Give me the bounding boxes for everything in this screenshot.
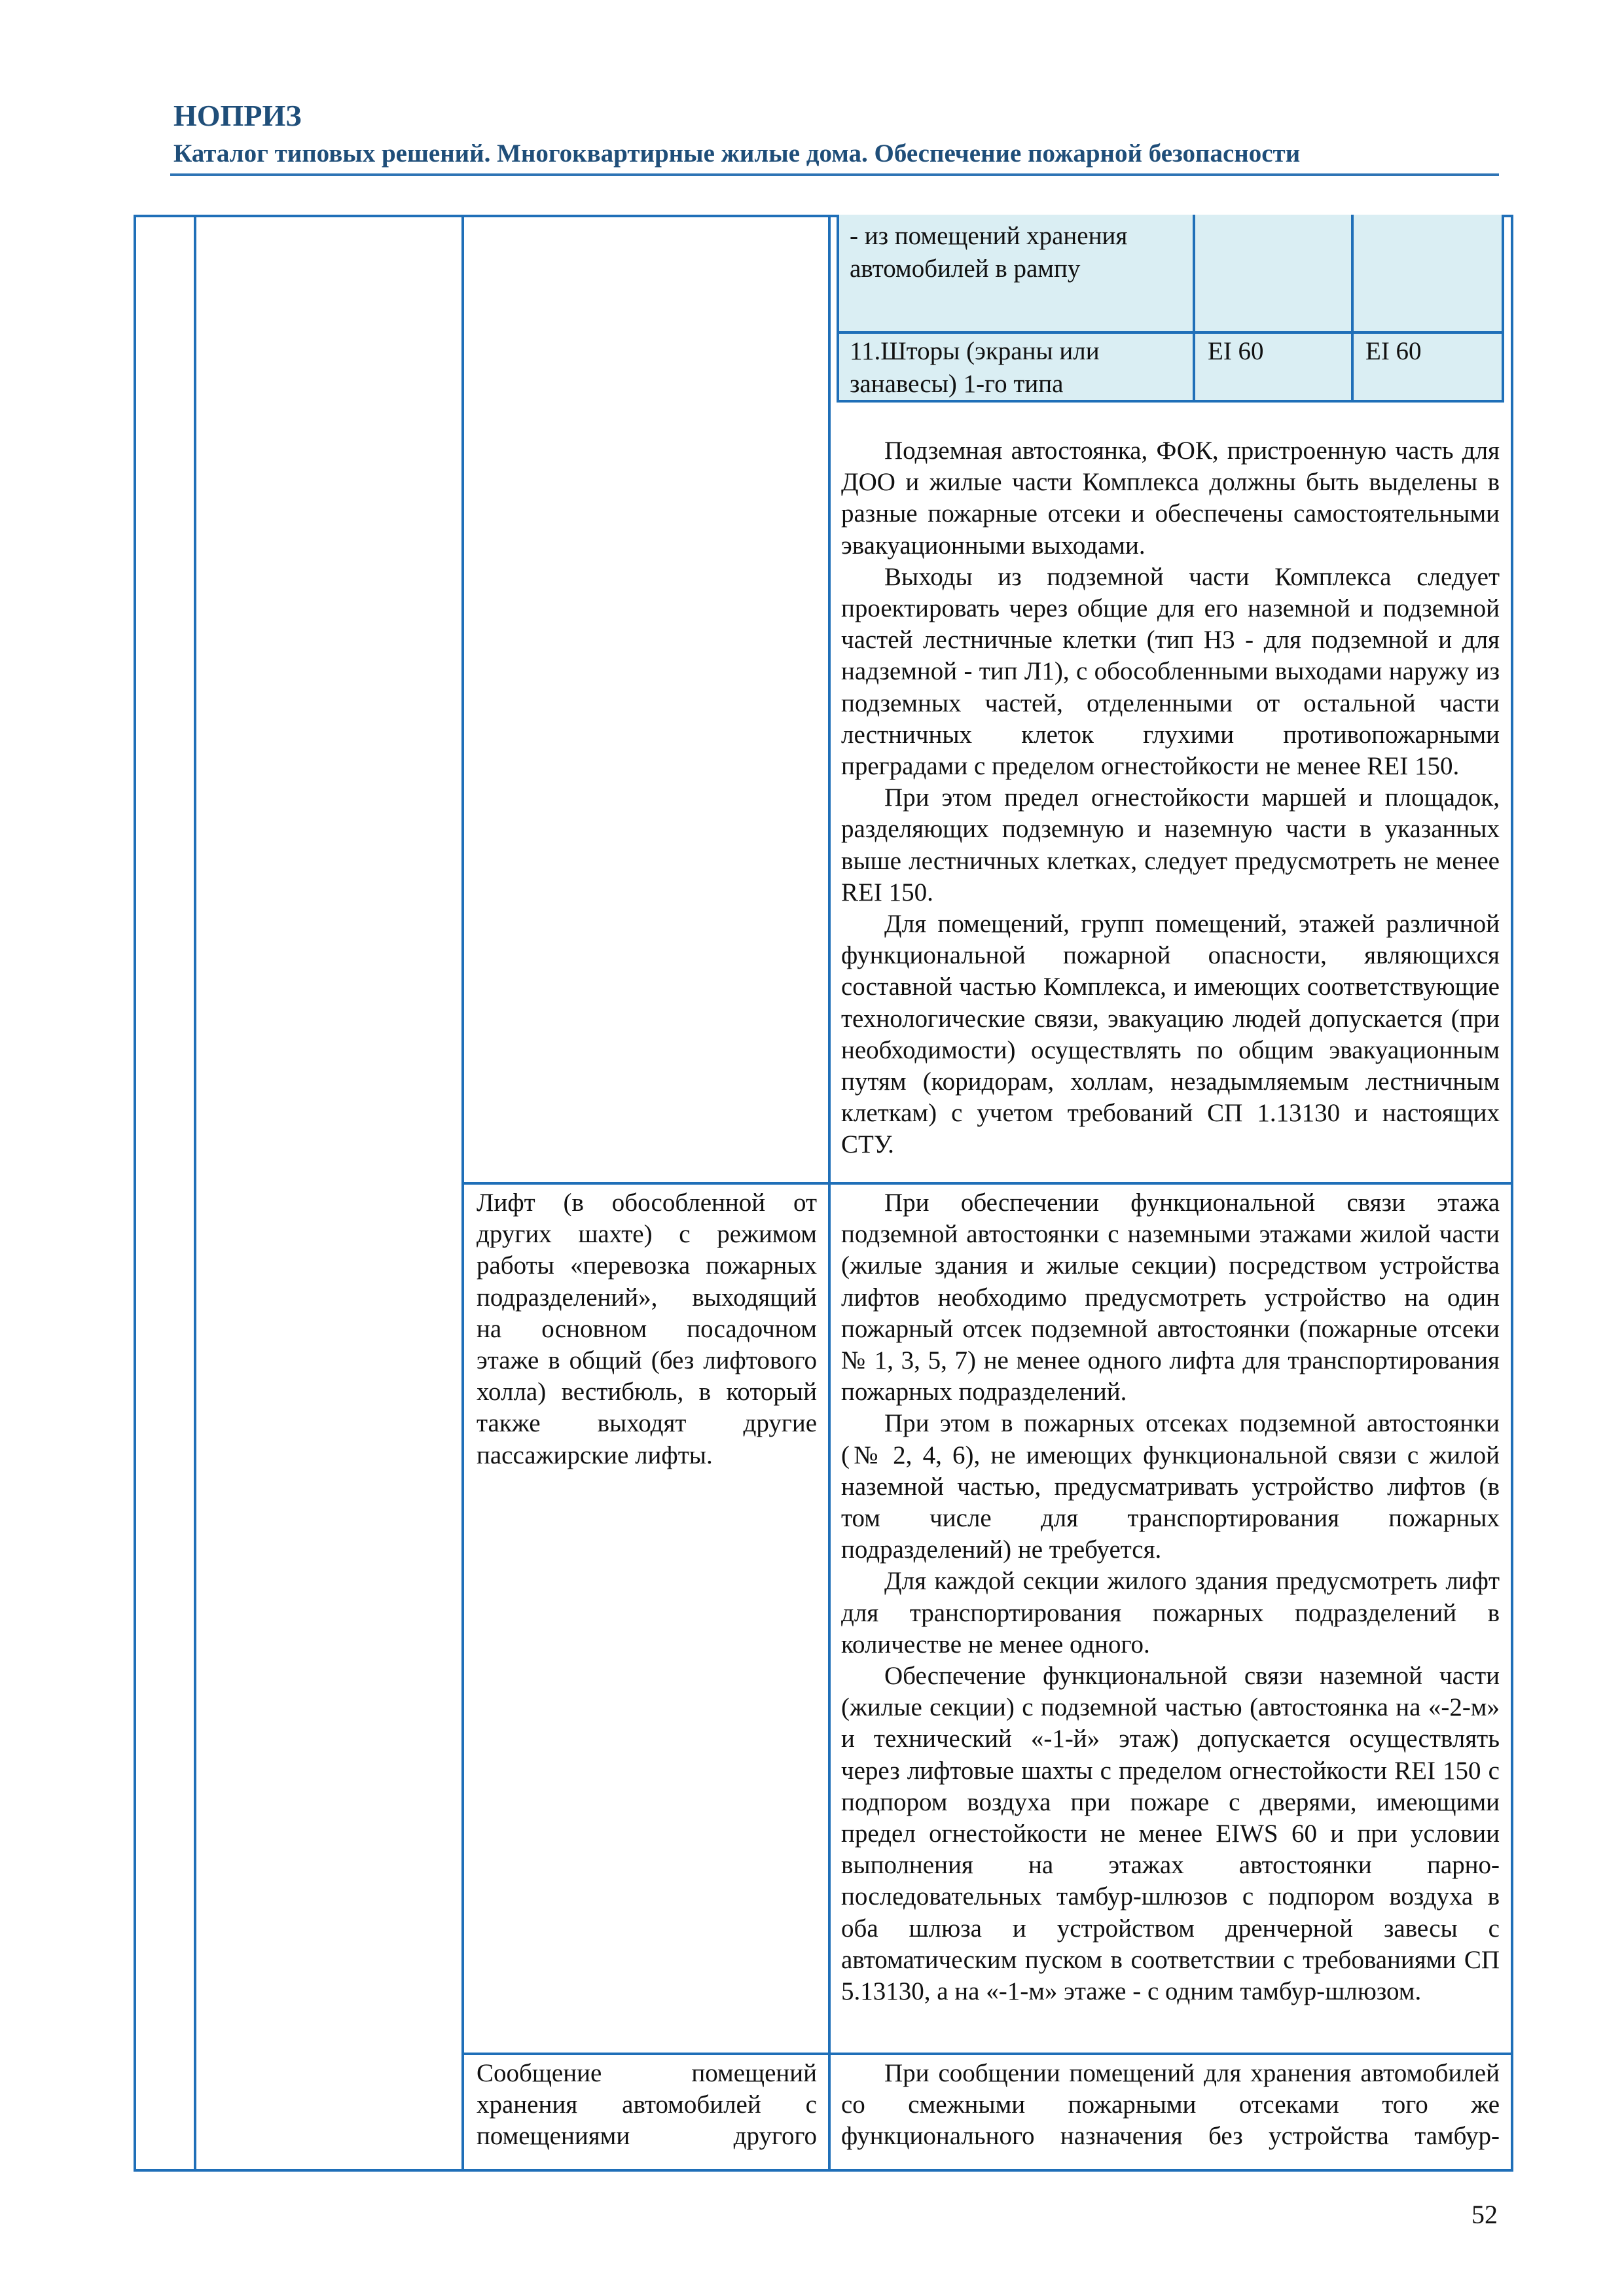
paragraph: При этом в пожарных отсеках подземной автостоянки (№ 2, 4, 6), не имеющих функциональной связи с жилой наземной частью, предусматривать устройство лифтов (в том числе для транспортирования пожарных подразделений) не требуется. [841,1409,1500,1564]
paragraph: При обеспечении функциональной связи этажа подземной автостоянки с наземными этажами жилой части (жилые здания и жилые секции) посредством устройства лифтов необходимо предусмотреть устройство на один пожарный отсек подземной автостоянки (пожарные отсеки № 1, 3, 5, 7) не менее одного лифта для транспортирования пожарных подразделений. [841,1189,1500,1407]
lift-requirement-text: Лифт (в обособленной от других шахте) с режимом работы «перевозка пожарных подразделений», выходящий на основном посадочном этаже в общий (без лифтового холла) вестибюль, в который также выходят другие пассажирские лифты. [477,1189,817,1469]
page-number: 52 [1471,2200,1498,2229]
paragraph: Выходы из подземной части Комплекса следует проектировать через общие для его наземной и подземной частей лестничные клетки (тип Н3 - для подземной и для надземной - тип Л1), с обособленными выходами наружу из подземных частей, отделенными от остальной части лестничных клеток глухими противопожарными преградами с пределом огнестойкости не менее REI 150. [841,562,1500,781]
paragraph: Для каждой секции жилого здания предусмотреть лифт для транспортирования пожарных подразделений в количестве не менее одного. [841,1567,1500,1659]
inner-table-row-1-label: - из помещений хранения автомобилей в рампу [850,222,1128,283]
parking-communication-text: Сообщение помещений хранения автомобилей с помещениями другого [477,2059,817,2151]
inner-table-border-left [837,215,839,403]
section2-left-cell [477,1187,817,1471]
row-divider-1 [461,1182,1513,1185]
paragraph: Подземная автостоянка, ФОК, пристроенную часть для ДОО и жилые части Комплекса должны быть выделены в разные пожарные отсеки и обеспечены самостоятельными эвакуационными выходами. [841,437,1500,560]
header-title: Каталог типовых решений. Многоквартирные жилые дома. Обеспечение пожарной безопасности [173,139,1301,168]
inner-table-row-2-label: 11.Шторы (экраны или занавесы) 1-го типа [850,337,1100,398]
section3-left-cell [477,2058,817,2166]
column-divider-1 [194,215,196,2172]
paragraph: Для помещений, групп помещений, этажей различной функциональной пожарной опасности, являющихся составной частью Комплекса, и имеющих соответствующие технологические связи, эвакуацию людей допускается (при необходимости) осуществлять по общим эвакуационным путям (коридорам, холлам, незадымляемым лестничным клеткам) с учетом требований СП 1.13130 и настоящих СТУ. [841,910,1500,1159]
inner-table-col-divider-1 [1193,215,1195,403]
paragraph: При сообщении помещений для хранения автомобилей со смежными пожарными отсеками того же функционального назначения без устройства тамбур- [841,2059,1500,2151]
section1-text [841,435,1500,1161]
header-rule [170,173,1499,176]
section2-text [841,1187,1500,2007]
inner-table-row-2-col2: EI 60 [1208,337,1264,365]
paragraph: Обеспечение функциональной связи наземной части (жилые секции) с подземной частью (автостоянка на «-2-м» и технический «-1-й» этаж) допускается осуществлять через лифтовые шахты с пределом огнестойкости REI 150 с подпором воздуха при пожаре с дверями, имеющими предел огнестойкости не менее EIWS 60 и при условии выполнения на этажах автостоянки парно-последовательных тамбур-шлюзов с подпором воздуха в оба шлюза и устройством дренчерной завесы с автоматическим пуском в соответствии с требованиями СП 5.13130, а на «-1-м» этаже - с одним тамбур-шлюзом. [841,1662,1500,2006]
header-org: НОПРИЗ [173,99,302,132]
section3-right-cell [841,2058,1500,2166]
inner-table-row-divider [837,331,1504,334]
inner-table-col-divider-2 [1351,215,1354,403]
column-divider-3 [828,215,831,2172]
row-divider-2 [461,2053,1513,2055]
paragraph: При этом предел огнестойкости маршей и площадок, разделяющих подземную и наземную части в указанных выше лестничных клетках, следует предусмотреть не менее REI 150. [841,783,1500,906]
column-divider-2 [461,215,464,2172]
inner-table-border-right [1502,215,1504,403]
inner-table-row-2-col3: EI 60 [1365,337,1422,365]
